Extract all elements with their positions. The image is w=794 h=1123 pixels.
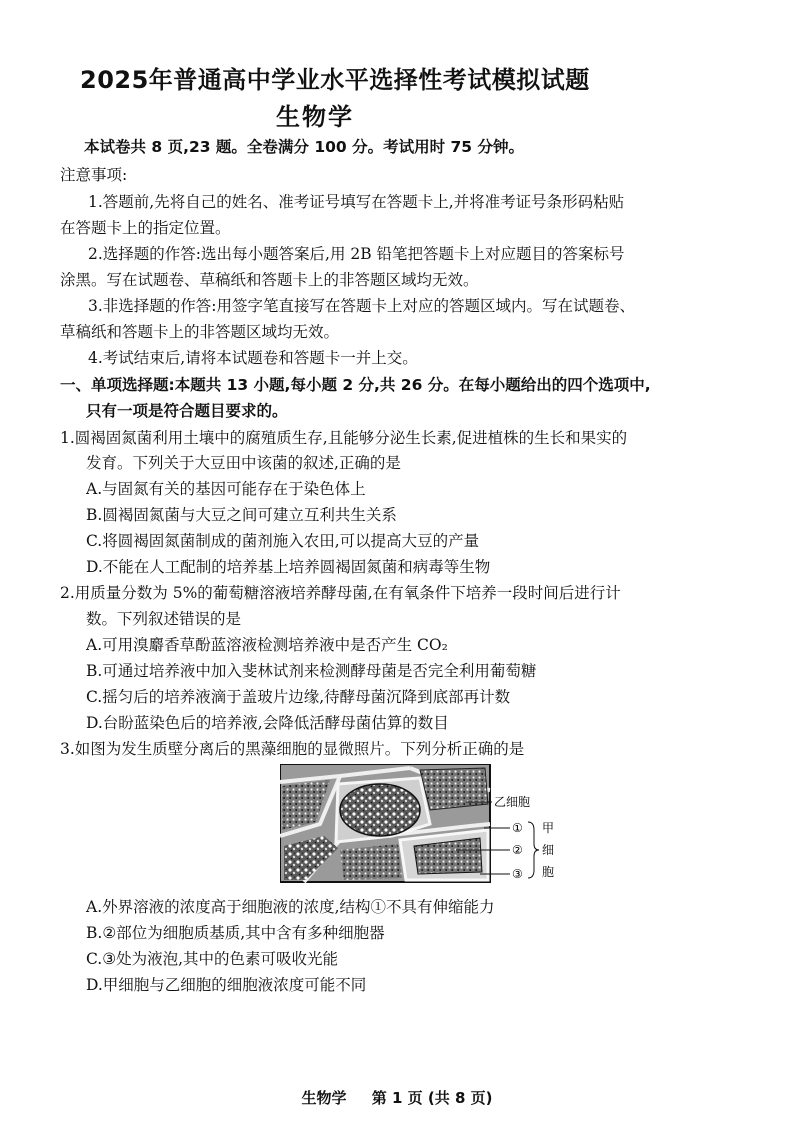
q2-option-b: B.可通过培养液中加入斐林试剂来检测酵母菌是否完全利用葡萄糖: [86, 662, 537, 680]
subject-title: 生物学: [276, 103, 354, 131]
yi-cell: [420, 768, 488, 810]
notice-item-2-line2: 涂黑。写在试题卷、草稿纸和答题卡上的非答题区域均无效。: [60, 271, 479, 289]
q2-stem-line1: 2.用质量分数为 5%的葡萄糖溶液培养酵母菌,在有氧条件下培养一段时间后进行计: [60, 584, 621, 602]
page-footer: [0, 1087, 794, 1108]
section-heading-line1: 一、单项选择题:本题共 13 小题,每小题 2 分,共 26 分。在每小题给出的四个选项中,: [60, 376, 651, 394]
jia-brace: [528, 822, 539, 878]
section-heading-line2: 只有一项是符合题目要求的。: [86, 402, 288, 420]
q1-option-a: A.与固氮有关的基因可能存在于染色体上: [86, 480, 366, 498]
q1-option-c: C.将圆褐固氮菌制成的菌剂施入农田,可以提高大豆的产量: [86, 532, 480, 550]
label-jia-2: 细: [542, 843, 555, 857]
q3-stem: 3.如图为发生质壁分离后的黑藻细胞的显微照片。下列分析正确的是: [60, 740, 525, 758]
footer-subject: 生物学: [301, 1089, 347, 1107]
notice-item-4: 4.考试结束后,请将本试题卷和答题卡一并上交。: [88, 349, 418, 367]
label-yi-cell: 乙细胞: [494, 795, 531, 809]
notice-item-3-line1: 3.非选择题的作答:用签字笔直接写在答题卡上对应的答题区域内。写在试题卷、: [88, 297, 636, 315]
notice-item-1-line2: 在答题卡上的指定位置。: [60, 219, 231, 237]
notice-heading: 注意事项:: [60, 166, 128, 184]
q2-option-c: C.摇匀后的培养液滴于盖玻片边缘,待酵母菌沉降到底部再计数: [86, 688, 511, 706]
q2-option-a: A.可用溴麝香草酚蓝溶液检测培养液中是否产生 CO₂: [86, 636, 448, 654]
q3-option-d: D.甲细胞与乙细胞的细胞液浓度可能不同: [86, 976, 367, 994]
notice-item-2-line1: 2.选择题的作答:选出每小题答案后,用 2B 铅笔把答题卡上对应题目的答案标号: [88, 245, 625, 263]
q1-stem-line2: 发育。下列关于大豆田中该菌的叙述,正确的是: [86, 454, 401, 472]
q3-option-b: B.②部位为细胞质基质,其中含有多种细胞器: [86, 924, 385, 942]
label-jia-3: 胞: [542, 865, 555, 879]
q2-stem-line2: 数。下列叙述错误的是: [86, 610, 242, 628]
q3-option-c: C.③处为液泡,其中的色素可吸收光能: [86, 950, 339, 968]
notice-item-1-line1: 1.答题前,先将自己的姓名、准考证号填写在答题卡上,并将准考证号条形码粘贴: [88, 193, 625, 211]
footer-page-number: 第 1 页 (共 8 页): [371, 1089, 493, 1107]
protoplast: [340, 784, 420, 836]
exam-title: 2025年普通高中学业水平选择性考试模拟试题: [80, 66, 590, 94]
label-marker-2: ②: [512, 843, 523, 857]
exam-info: 本试卷共 8 页,23 题。全卷满分 100 分。考试用时 75 分钟。: [84, 138, 524, 156]
q2-option-d: D.台盼蓝染色后的培养液,会降低活酵母菌估算的数目: [86, 714, 449, 732]
q1-option-d: D.不能在人工配制的培养基上培养圆褐固氮菌和病毒等生物: [86, 558, 491, 576]
cell-micrograph-figure: [280, 764, 570, 884]
q3-option-a: A.外界溶液的浓度高于细胞液的浓度,结构①不具有伸缩能力: [86, 898, 495, 916]
label-marker-1: ①: [512, 821, 523, 835]
label-marker-3: ③: [512, 867, 523, 881]
lower-mid-cell: [340, 844, 402, 880]
q1-stem-line1: 1.圆褐固氮菌利用土壤中的腐殖质生存,且能够分泌生长素,促进植株的生长和果实的: [60, 429, 628, 447]
q1-option-b: B.圆褐固氮菌与大豆之间可建立互利共生关系: [86, 506, 397, 524]
notice-item-3-line2: 草稿纸和答题卡上的非答题区域均无效。: [60, 323, 340, 341]
label-jia-1: 甲: [542, 821, 555, 835]
